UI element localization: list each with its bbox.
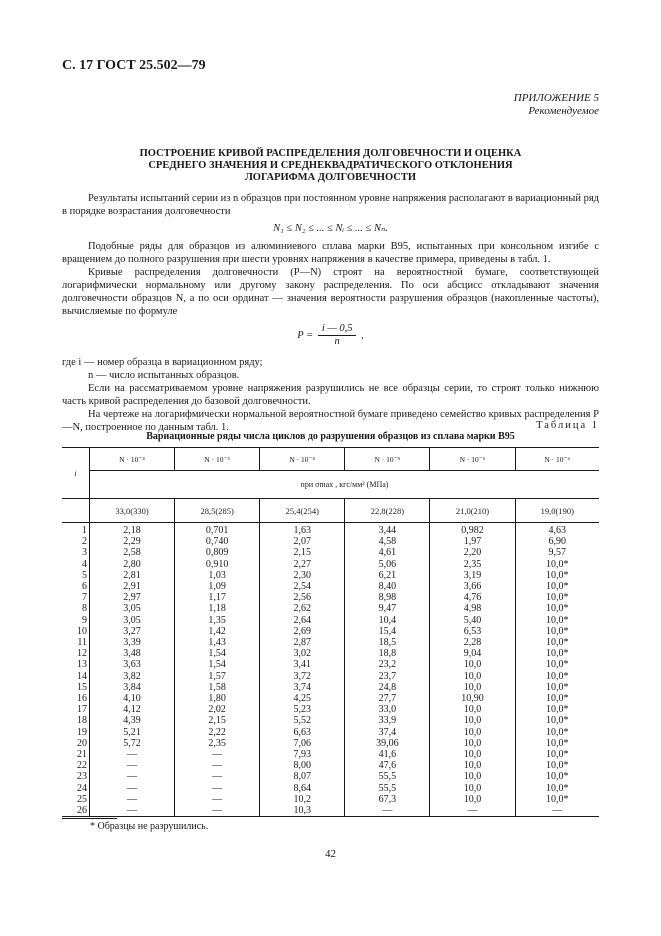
table-cell: 4,25 [260,693,345,704]
row-index: 18 [77,715,87,727]
table-cell: 5,72 [90,738,175,749]
table-caption: Вариационные ряды числа циклов до разрушения образцов из сплава марки В95 [146,431,515,442]
table-cell: 7,06 [260,738,345,749]
table-row [62,715,599,726]
table-row [62,581,599,592]
table-cell: 23,7 [345,671,430,682]
paragraph-distribution: Кривые распределения долговечности (P—N) строят на вероятностной бумаге, соответствующей логарифмически нормальному или другому закону распределения. По оси абсцисс откладывают значения долговечности образцов N, а по оси ординат — значения вероятности разрушения образцов (накопленные частоты), вычисляемые по формуле [62,267,599,317]
stress-header: при σmax , кгс/мм² (МПа) [90,471,600,499]
table-cell: 10,0 [430,749,515,760]
table-body [62,523,599,817]
table-cell: 3,39 [90,637,175,648]
table-cell: 10,0 [430,727,515,738]
table-row [62,570,599,581]
appendix-block [514,92,599,118]
row-index: 23 [77,771,87,783]
table-cell: 4,76 [430,592,515,603]
table-cell: — [430,805,515,817]
table-cell: 3,05 [90,603,175,614]
table-cell: 10,0* [515,682,599,693]
paragraph-examples: Подобные ряды для образцов из алюминиевого сплава марки В95, испытанных при консольном изгибе с вращением до полного разрушения при шести уровнях напряжения в качестве примера, приведены в табл. 1. [62,241,599,265]
table-cell: 55,5 [345,783,430,794]
table-cell: 10,0* [515,727,599,738]
stress-level: 25,4(254) [260,499,345,523]
table-cell: 6,90 [515,536,599,547]
table-row [62,626,599,637]
table-cell: 1,42 [175,626,260,637]
table-cell: 5,06 [345,559,430,570]
table-cell: 55,5 [345,771,430,782]
row-index: 4 [82,558,87,570]
row-index: 3 [82,547,87,559]
table-row [62,693,599,704]
table-row [62,738,599,749]
table-cell: 3,02 [260,648,345,659]
table-cell: 8,64 [260,783,345,794]
where-line-1: где i — номер образца в вариационном ряду; [62,357,263,368]
table-cell: 4,39 [90,715,175,726]
table-cell: 10,0 [430,771,515,782]
table-cell: 10,0* [515,637,599,648]
row-index: 12 [77,648,87,660]
formula-fraction [318,323,357,348]
table-cell: 1,35 [175,615,260,626]
table-cell: 1,63 [260,523,345,537]
table-cell: 47,6 [345,760,430,771]
table-cell: 5,21 [90,727,175,738]
table-cell: 8,40 [345,581,430,592]
table-cell: 33,0 [345,704,430,715]
table-row [62,659,599,670]
table-row [62,523,599,537]
table-row [62,615,599,626]
table-cell: 5,40 [430,615,515,626]
body-text [62,192,599,434]
table-cell: 10,0 [430,659,515,670]
table-cell: 3,84 [90,682,175,693]
table-cell: 8,00 [260,760,345,771]
multiplier-header: N · 10⁻⁶ [515,448,599,471]
stress-level: 21,0(210) [430,499,515,523]
stress-level: 28,5(285) [175,499,260,523]
variation-series: N₁ ≤ N₂ ≤ ... ≤ Nᵢ ≤ ... ≤ Nₙ. [273,223,388,234]
table-row [62,727,599,738]
table-cell: 10,0* [515,559,599,570]
table-cell: 1,43 [175,637,260,648]
table-cell: 2,58 [90,547,175,558]
table-cell: 10,0* [515,771,599,782]
table-cell: 10,0 [430,794,515,805]
table-cell: 10,0 [430,715,515,726]
table-cell: 6,21 [345,570,430,581]
table-cell: 3,63 [90,659,175,670]
stress-level: 33,0(330) [90,499,175,523]
table-cell: 5,23 [260,704,345,715]
row-index: 17 [77,704,87,716]
table-cell: 2,27 [260,559,345,570]
row-index: 1 [82,525,87,536]
table-cell: 1,18 [175,603,260,614]
row-index: 5 [82,569,87,581]
table-cell: 10,0 [430,760,515,771]
table-cell: 2,29 [90,536,175,547]
table-cell: 0,740 [175,536,260,547]
table-cell: 18,8 [345,648,430,659]
row-index: 11 [77,637,87,649]
table-cell: 10,0* [515,615,599,626]
table-row [62,547,599,558]
where-line-2: n — число испытанных образцов. [88,370,240,381]
table-cell: 3,05 [90,615,175,626]
table-row [62,682,599,693]
table-cell: 2,07 [260,536,345,547]
table-cell: 27,7 [345,693,430,704]
table-cell: — [175,805,260,817]
row-index: 16 [77,693,87,705]
row-index: 26 [62,805,90,817]
table-cell: 33,9 [345,715,430,726]
table-cell: — [90,771,175,782]
row-index: 21 [77,749,87,761]
table-cell: 3,66 [430,581,515,592]
table-cell: 2,30 [260,570,345,581]
table-row [62,805,599,817]
table-cell: 39,06 [345,738,430,749]
formula-denominator: n [334,336,340,347]
table-cell: 10,90 [430,693,515,704]
table-cell: 9,57 [515,547,599,558]
table-cell: — [175,794,260,805]
table-cell: 37,4 [345,727,430,738]
table-cell: 1,80 [175,693,260,704]
table-cell: 1,57 [175,671,260,682]
row-index: 10 [77,625,87,637]
table-cell: 3,41 [260,659,345,670]
table-cell: 10,0* [515,715,599,726]
table-cell: — [175,760,260,771]
table-row [62,794,599,805]
table-cell: 10,0* [515,783,599,794]
running-header: С. 17 ГОСТ 25.502—79 [62,58,206,73]
table-cell: 2,18 [90,523,175,537]
table-cell: — [515,805,599,817]
table-cell: 9,04 [430,648,515,659]
section-title [62,148,599,184]
row-index: 6 [82,581,87,593]
table-row [62,603,599,614]
table-cell: 2,87 [260,637,345,648]
formula-tail: , [361,330,364,341]
multiplier-header: N · 10⁻⁵ [175,448,260,471]
table-row [62,704,599,715]
table-cell: 4,10 [90,693,175,704]
row-index: 14 [77,670,87,682]
table-cell: 10,3 [260,805,345,817]
table-cell: 4,58 [345,536,430,547]
table-cell: 3,72 [260,671,345,682]
table-cell: 9,47 [345,603,430,614]
table-cell: 10,0* [515,760,599,771]
table-cell: 2,20 [430,547,515,558]
row-index: 20 [77,737,87,749]
table-cell: 2,15 [175,715,260,726]
table-cell: 0,701 [175,523,260,537]
multiplier-header: N · 10⁻⁴ [90,448,175,471]
index-header-blank [62,499,90,523]
table-cell: — [90,805,175,817]
table-cell: 0,910 [175,559,260,570]
table-cell: 6,63 [260,727,345,738]
table-cell: 4,63 [515,523,599,537]
table-row [62,536,599,547]
table-cell: 2,28 [430,637,515,648]
table-cell: 10,0* [515,603,599,614]
table-cell: 4,12 [90,704,175,715]
row-index: 2 [82,536,87,548]
table-cell: 10,0* [515,671,599,682]
table-cell: 10,0* [515,581,599,592]
paragraph-partial: Если на рассматриваемом уровне напряжения разрушились не все образцы серии, то строят только нижнюю часть кривой распределения до базовой долговечности. [62,383,599,407]
table-cell: 41,6 [345,749,430,760]
table-cell: — [90,783,175,794]
footnote-divider [62,818,117,819]
table-cell: — [345,805,430,817]
table-cell: — [175,783,260,794]
table-cell: 3,19 [430,570,515,581]
table-cell: 0,982 [430,523,515,537]
table-cell: 10,0* [515,704,599,715]
table-cell: 2,64 [260,615,345,626]
table-row [62,760,599,771]
table-cell: 5,52 [260,715,345,726]
multiplier-header: N · 10⁻⁵ [260,448,345,471]
row-index: 7 [82,592,87,604]
paragraph-drawing: На чертеже на логарифмически нормальной вероятностной бумаге приведено семейство кривых распределения P—N, построенное по данным табл. 1. [62,409,599,433]
table-cell: 2,97 [90,592,175,603]
table-cell: 2,02 [175,704,260,715]
appendix-status: Рекомендуемое [528,105,599,117]
title-line: ЛОГАРИФМА ДОЛГОВЕЧНОСТИ [244,172,417,183]
page-number: 42 [325,848,336,860]
table-cell: 10,0* [515,570,599,581]
table-row [62,771,599,782]
table-row [62,749,599,760]
stress-level: 22,8(228) [345,499,430,523]
table-cell: 23,2 [345,659,430,670]
table-cell: 2,54 [260,581,345,592]
row-index: 15 [77,681,87,693]
table-cell: 10,0* [515,693,599,704]
table-cell: 18,5 [345,637,430,648]
table-cell: — [175,749,260,760]
title-line: СРЕДНЕГО ЗНАЧЕНИЯ И СРЕДНЕКВАДРАТИЧЕСКОГО ОТКЛОНЕНИЯ [148,160,513,171]
table-cell: 1,58 [175,682,260,693]
table-cell: 1,54 [175,648,260,659]
table-cell: 2,81 [90,570,175,581]
table-cell: 4,98 [430,603,515,614]
table-cell: 3,82 [90,671,175,682]
probability-formula [62,323,599,348]
table-cell: — [90,760,175,771]
table-cell: 10,0 [430,671,515,682]
table-cell: 1,54 [175,659,260,670]
table-row [62,559,599,570]
table-cell: 10,0* [515,749,599,760]
table-cell: 15,4 [345,626,430,637]
formula-numerator: i — 0,5 [318,323,357,336]
table-cell: 3,74 [260,682,345,693]
title-line: ПОСТРОЕНИЕ КРИВОЙ РАСПРЕДЕЛЕНИЯ ДОЛГОВЕЧНОСТИ И ОЦЕНКА [139,148,522,159]
table-row [62,783,599,794]
table-cell: 0,809 [175,547,260,558]
formula-lhs: P = [297,330,314,341]
table-cell: 10,0 [430,682,515,693]
table-cell: 7,93 [260,749,345,760]
table-cell: 10,0 [430,738,515,749]
table-cell: 3,27 [90,626,175,637]
table-cell: 3,44 [345,523,430,537]
multiplier-header: N · 10⁻⁶ [430,448,515,471]
row-index: 13 [77,659,87,671]
table-cell: 8,98 [345,592,430,603]
table-cell: 10,0* [515,738,599,749]
row-index: 8 [82,603,87,615]
table-cell: 10,0* [515,626,599,637]
table-cell: 1,03 [175,570,260,581]
table-cell: 10,0* [515,659,599,670]
table-cell: 2,69 [260,626,345,637]
table-cell: 10,4 [345,615,430,626]
footnote: * Образцы не разрушились. [90,821,209,832]
table-cell: 10,0 [430,783,515,794]
table-row [62,671,599,682]
durability-table [62,447,599,817]
table-row [62,637,599,648]
table-cell: 10,2 [260,794,345,805]
row-index: 25 [77,793,87,805]
table-cell: 3,48 [90,648,175,659]
table-cell: 10,0* [515,592,599,603]
appendix-label: ПРИЛОЖЕНИЕ 5 [513,92,599,104]
row-index: 19 [77,726,87,738]
table-cell: 10,0 [430,704,515,715]
table-cell: 24,8 [345,682,430,693]
row-index: 9 [82,614,87,626]
table-cell: 4,61 [345,547,430,558]
table-cell: 10,0* [515,794,599,805]
table-cell: 2,91 [90,581,175,592]
table-label: Таблица 1 [536,420,599,431]
table-cell: 67,3 [345,794,430,805]
table-cell: 2,80 [90,559,175,570]
stress-level: 19,0(190) [515,499,599,523]
table-cell: 2,62 [260,603,345,614]
table-cell: 2,15 [260,547,345,558]
table-cell: 2,35 [175,738,260,749]
table-cell: — [90,749,175,760]
table-cell: — [175,771,260,782]
table-row [62,592,599,603]
row-index: 22 [77,760,87,772]
table-cell: 2,22 [175,727,260,738]
table-cell: 6,53 [430,626,515,637]
table-cell: 10,0* [515,648,599,659]
table-cell: 1,09 [175,581,260,592]
table-cell: 2,56 [260,592,345,603]
row-index: 24 [77,782,87,794]
index-header: i [62,448,90,499]
table-cell: 2,35 [430,559,515,570]
table-row [62,648,599,659]
table-cell: 1,17 [175,592,260,603]
table-cell: 8,07 [260,771,345,782]
paragraph-intro: Результаты испытаний серии из n образцов при постоянном уровне напряжения располагают в вариационный ряд в порядке возрастания долговечности [62,193,599,217]
multiplier-header: N · 10⁻⁵ [345,448,430,471]
table-cell: 1,97 [430,536,515,547]
table-cell: — [90,794,175,805]
